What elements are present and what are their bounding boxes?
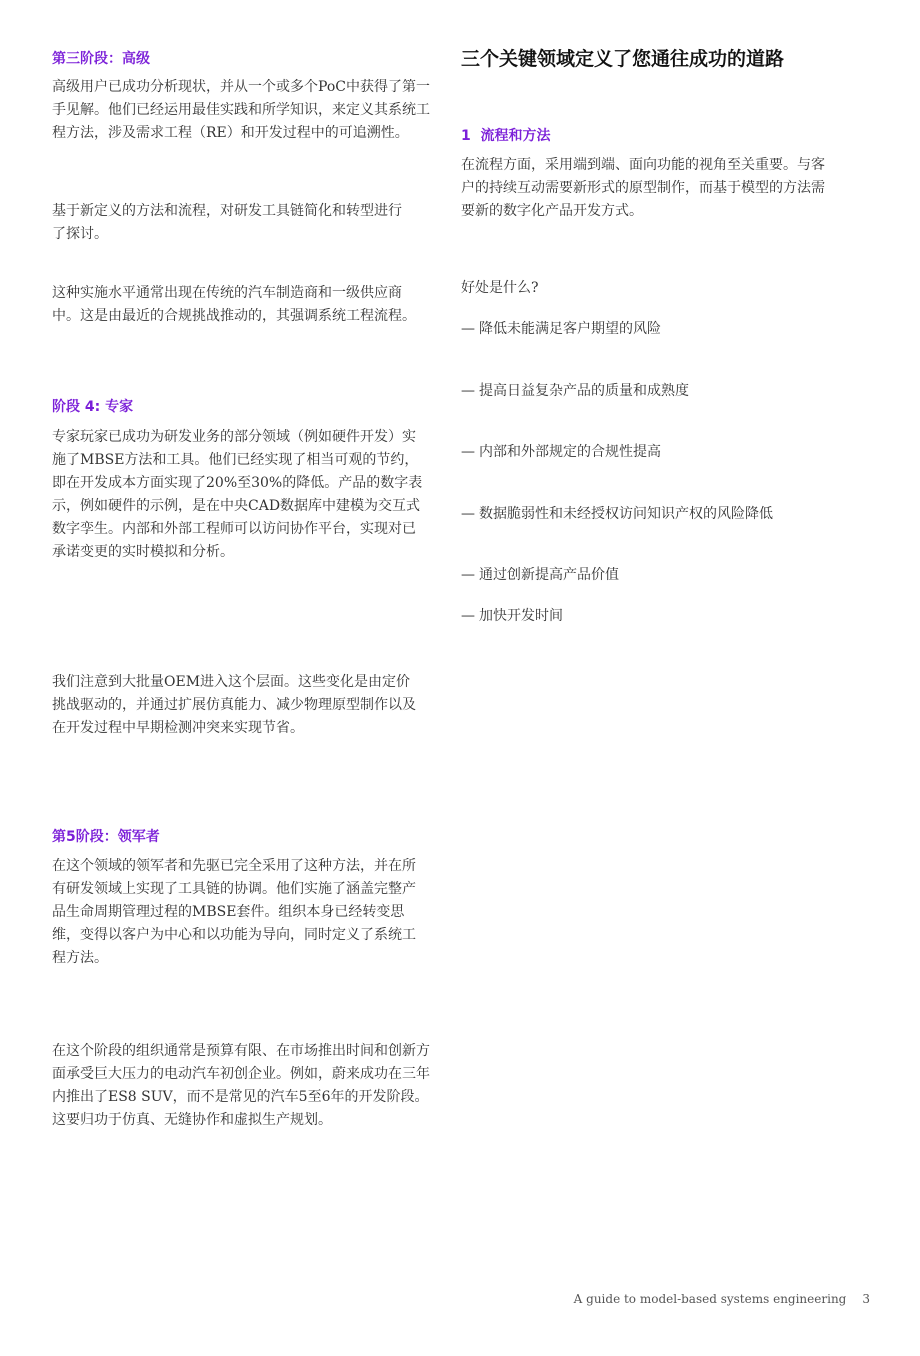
benefit-item xyxy=(461,564,619,587)
benefit-item xyxy=(461,318,661,341)
page-title: 三个关键领域定义了您通往成功的道路 xyxy=(461,48,785,70)
stage4-heading: 阶段 4: 专家 xyxy=(52,399,134,415)
benefit-text: 提高日益复杂产品的质量和成熟度 xyxy=(479,383,689,399)
stage3-paragraph-1: 高级用户已成功分析现状，并从一个或多个PoC中获得了第一手见解。他们已经运用最佳实践和所学知识，来定义其系统工程方法，涉及需求工程（RE）和开发过程中的可追溯性。 xyxy=(52,79,430,141)
page-number: 3 xyxy=(862,1292,870,1306)
stage4-paragraph-2: 我们注意到大批量OEM进入这个层面。这些变化是由定价挑战驱动的，并通过扩展仿真能力、减少物理原型制作以及在开发过程中早期检测冲突来实现节省。 xyxy=(52,674,416,736)
stage5-paragraph-2: 在这个阶段的组织通常是预算有限、在市场推出时间和创新方面承受巨大压力的电动汽车初创企业。例如，蔚来成功在三年内推出了ES8 SUV，而不是常见的汽车5至6年的开发阶段。这要归功于仿真、无缝协作和虚拟生产规划。 xyxy=(52,1043,430,1128)
page-footer xyxy=(560,1292,870,1306)
stage5-paragraph-1: 在这个领域的领军者和先驱已完全采用了这种方法，并在所有研发领域上实现了工具链的协调。他们实施了涵盖完整产品生命周期管理过程的MBSE套件。组织本身已经转变思维，变得以客户为中心和以功能为导向，同时定义了系统工程方法。 xyxy=(52,858,416,966)
benefit-item xyxy=(461,605,563,628)
benefit-item xyxy=(461,380,689,403)
dash-icon: — xyxy=(461,444,475,460)
dash-icon: — xyxy=(461,383,475,399)
benefits-label: 好处是什么? xyxy=(461,280,539,296)
benefit-text: 降低未能满足客户期望的风险 xyxy=(479,321,661,337)
dash-icon: — xyxy=(461,506,475,522)
section1-paragraph: 在流程方面，采用端到端、面向功能的视角至关重要。与客户的持续互动需要新形式的原型制作，而基于模型的方法需要新的数字化产品开发方式。 xyxy=(461,157,825,219)
stage3-paragraph-2: 基于新定义的方法和流程，对研发工具链简化和转型进行了探讨。 xyxy=(52,203,402,242)
stage5-heading: 第5阶段：领军者 xyxy=(52,829,160,845)
benefit-item xyxy=(461,503,773,526)
benefit-text: 通过创新提高产品价值 xyxy=(479,567,619,583)
benefit-text: 内部和外部规定的合规性提高 xyxy=(479,444,661,460)
benefit-item xyxy=(461,441,661,464)
dash-icon: — xyxy=(461,608,475,624)
dash-icon: — xyxy=(461,567,475,583)
footer-title: A guide to model-based systems engineering xyxy=(573,1292,847,1306)
stage4-paragraph-1: 专家玩家已成功为研发业务的部分领域（例如硬件开发）实施了MBSE方法和工具。他们已经实现了相当可观的节约，即在开发成本方面实现了20%至30%的降低。产品的数字表示，例如硬件的示例，是在中央CAD数据库中建模为交互式数字孪生。内部和外部工程师可以访问协作平台，实现对已承诺变更的实时模拟和分析。 xyxy=(52,429,423,560)
section1-heading: 1 流程和方法 xyxy=(461,128,551,144)
stage3-paragraph-3: 这种实施水平通常出现在传统的汽车制造商和一级供应商中。这是由最近的合规挑战推动的，其强调系统工程流程。 xyxy=(52,285,416,324)
benefit-text: 数据脆弱性和未经授权访问知识产权的风险降低 xyxy=(479,506,773,522)
dash-icon: — xyxy=(461,321,475,337)
benefit-text: 加快开发时间 xyxy=(479,608,563,624)
stage3-heading: 第三阶段：高级 xyxy=(52,51,150,67)
